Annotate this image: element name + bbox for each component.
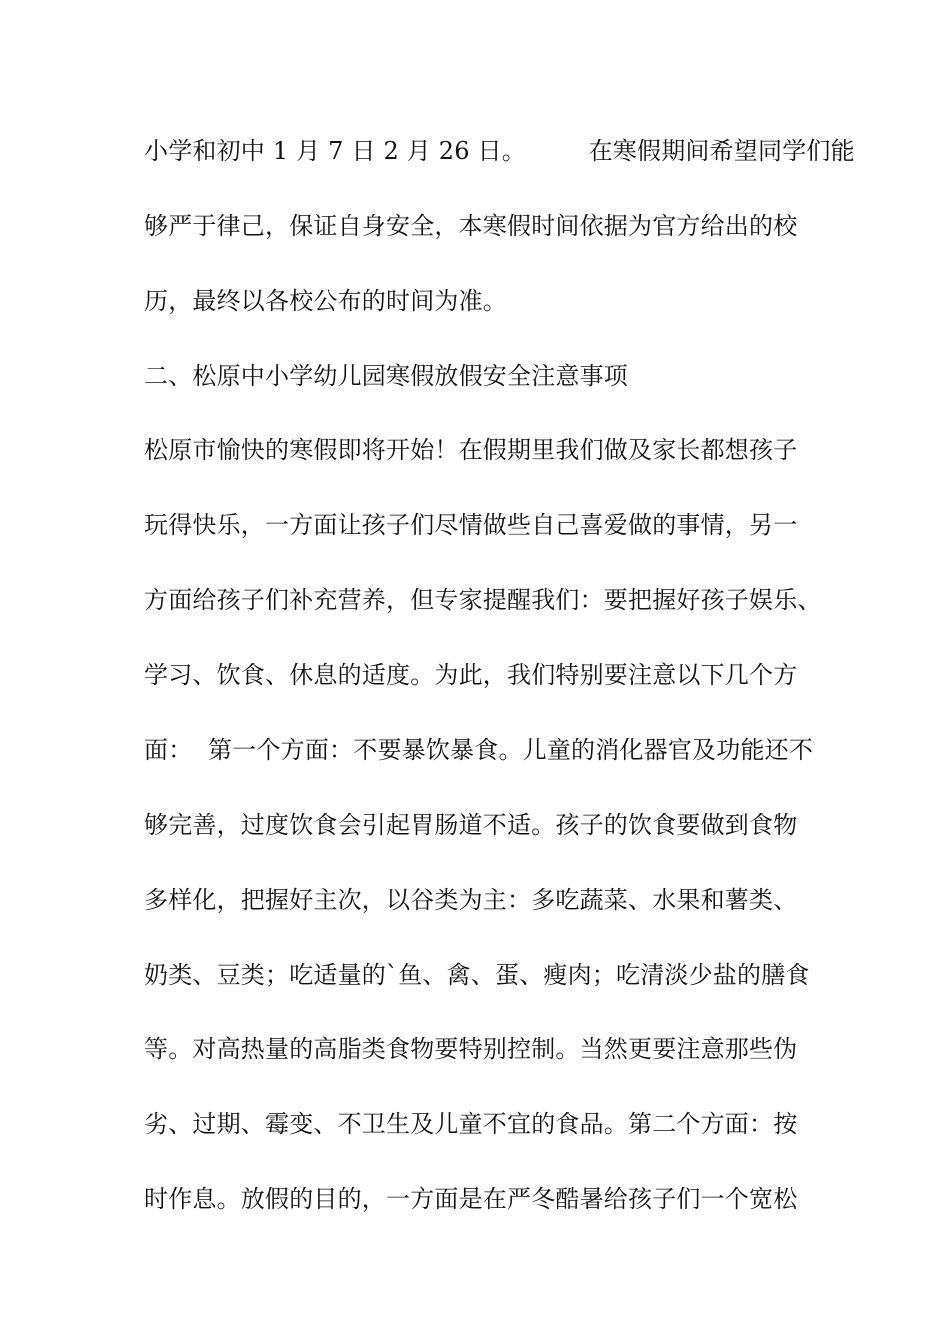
text-line: 松原市愉快的寒假即将开始！在假期里我们做及家长都想孩子 [144, 436, 798, 464]
section-heading: 二、松原中小学幼儿园寒假放假安全注意事项 [144, 362, 628, 390]
text-line: 方面给孩子们补充营养，但专家提醒我们：要把握好孩子娱乐、 [144, 586, 822, 614]
text-line: 玩得快乐，一方面让孩子们尽情做些自己喜爱做的事情，另一 [144, 511, 798, 539]
text-line: 历，最终以各校公布的时间为准。 [144, 287, 507, 315]
text-line: 时作息。放假的目的，一方面是在严冬酷暑给孩子们一个宽松 [144, 1185, 798, 1213]
text-line: 够严于律己，保证自身安全，本寒假时间依据为官方给出的校 [144, 212, 798, 240]
text-line: 够完善，过度饮食会引起胃肠道不适。孩子的饮食要做到食物 [144, 811, 798, 839]
text-line: 等。对高热量的高脂类食物要特别控制。当然更要注意那些伪 [144, 1035, 798, 1063]
text-line: 劣、过期、霉变、不卫生及儿童不宜的食品。第二个方面：按 [144, 1110, 798, 1138]
text-line: 奶类、豆类；吃适量的`鱼、禽、蛋、瘦肉；吃清淡少盐的膳食 [144, 961, 810, 989]
text-line: 面： 第一个方面：不要暴饮暴食。儿童的消化器官及功能还不 [144, 736, 814, 764]
text-line: 学习、饮食、休息的适度。为此，我们特别要注意以下几个方 [144, 661, 798, 689]
text-line: 小学和初中 1 月 7 日 2 月 26 日。 在寒假期间希望同学们能 [144, 137, 855, 165]
text-line: 多样化，把握好主次，以谷类为主：多吃蔬菜、水果和薯类、 [144, 886, 798, 914]
